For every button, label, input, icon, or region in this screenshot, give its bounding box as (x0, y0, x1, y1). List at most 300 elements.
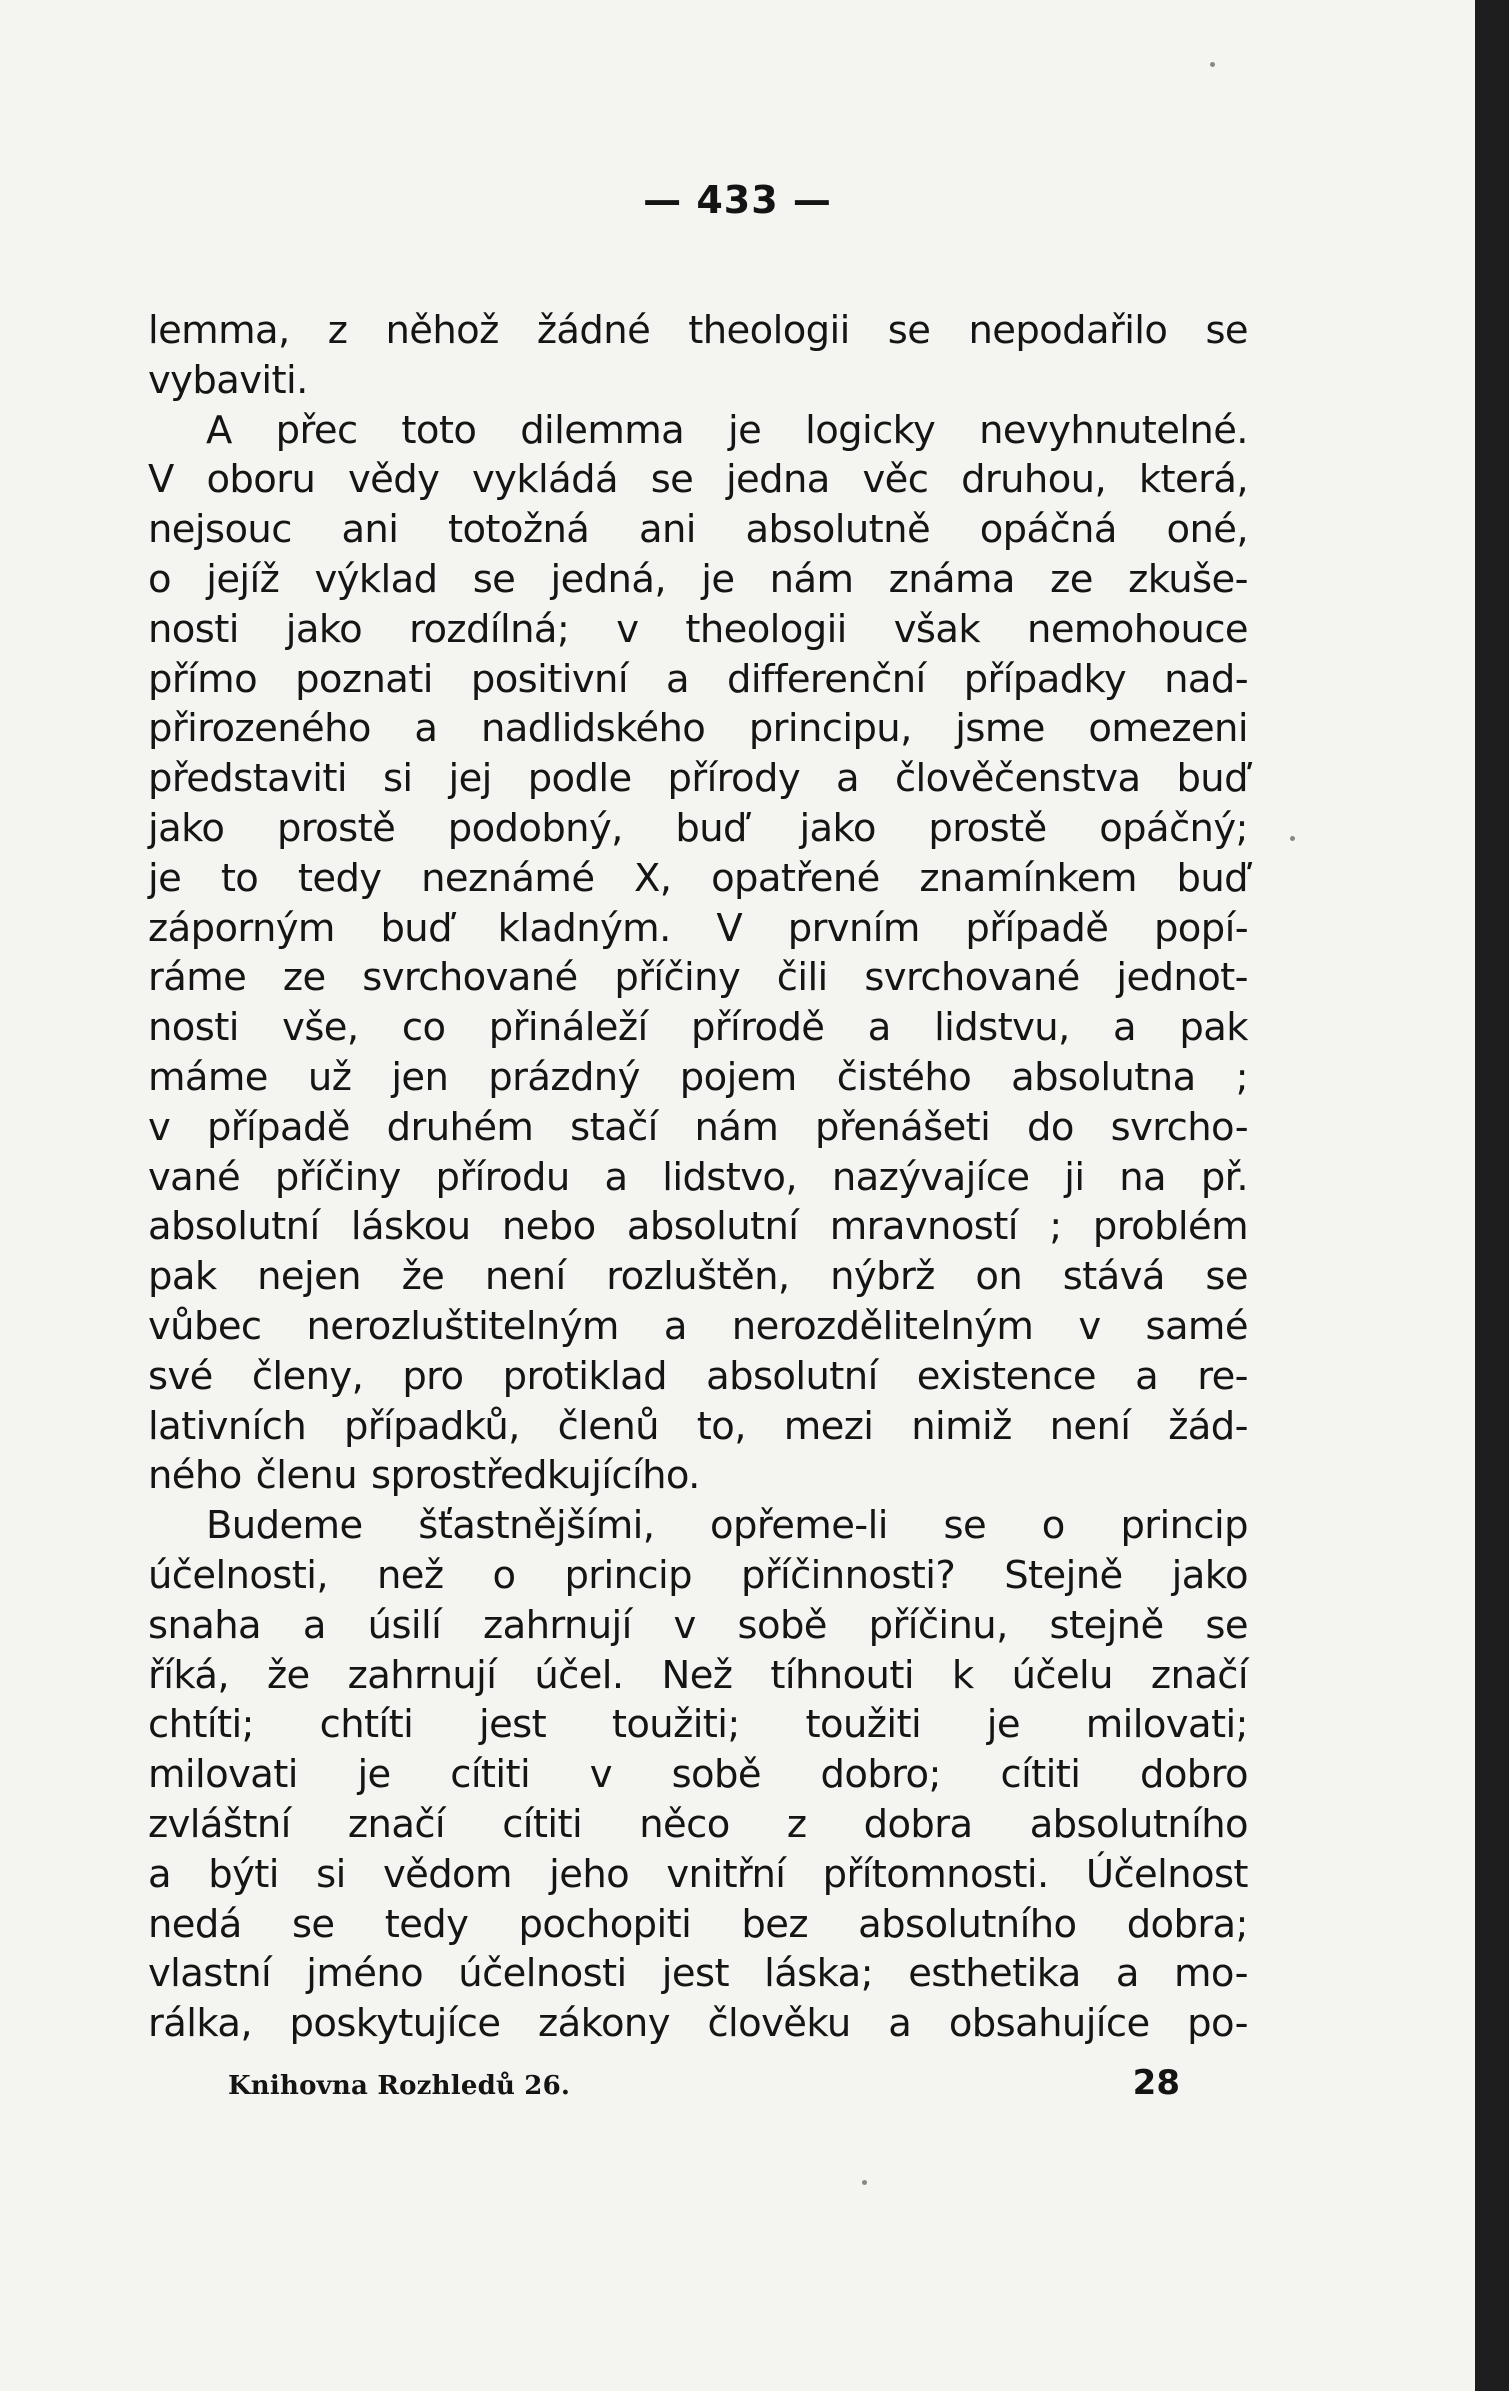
word: vybaviti. (148, 357, 308, 403)
text-line (148, 455, 1248, 505)
word: se (1205, 1602, 1248, 1648)
word: rálka, (148, 2001, 252, 2047)
word: výklad (314, 556, 438, 602)
word: je (148, 855, 182, 901)
word: druhou, (961, 457, 1107, 503)
word: účel. (534, 1652, 624, 1698)
word: poskytujíce (289, 2001, 501, 2047)
word: nám (769, 556, 854, 602)
word: nerozluštitelným (306, 1303, 619, 1349)
text-line (148, 1202, 1248, 1252)
text-line (148, 1999, 1248, 2049)
word: jejíž (206, 556, 280, 602)
word: říká, (148, 1652, 229, 1698)
word: zahrnují (347, 1652, 497, 1698)
word: differenční (726, 656, 926, 702)
word: opatřené (711, 855, 880, 901)
word: mezi (783, 1403, 874, 1449)
word: v (148, 1104, 171, 1150)
word: o (492, 1552, 516, 1598)
word: rozdílná; (409, 606, 570, 652)
word: obsahujíce (948, 2001, 1150, 2047)
word: absolutní (148, 1204, 320, 1250)
word: nimiž (911, 1403, 1012, 1449)
word: podobný, (447, 805, 623, 851)
word: snaha (148, 1602, 262, 1648)
text-line (148, 953, 1248, 1003)
word: vůbec (148, 1303, 262, 1349)
word: dobra; (1126, 1901, 1248, 1947)
word: toto (401, 407, 477, 453)
word: ; (1049, 1204, 1062, 1250)
text-line (148, 306, 1248, 356)
word: podle (527, 756, 632, 802)
word: je (728, 407, 762, 453)
text-line (148, 655, 1248, 705)
word: protiklad (502, 1353, 668, 1399)
word: druhém (386, 1104, 534, 1150)
word: milovati (148, 1752, 298, 1798)
word: A (206, 407, 232, 453)
text-line (148, 406, 1248, 456)
word: př. (1200, 1154, 1248, 1200)
text-line (148, 804, 1248, 854)
word: máme (148, 1054, 268, 1100)
word: k (951, 1652, 974, 1698)
text-line (148, 505, 1248, 555)
word: přec (275, 407, 358, 453)
word: je (986, 1702, 1020, 1748)
word: se (887, 308, 931, 353)
word: ; (1235, 1054, 1248, 1100)
word: cítiti (450, 1752, 531, 1798)
word: ného (148, 1453, 242, 1499)
word: toužiti (805, 1702, 922, 1748)
word: theologii (685, 606, 847, 652)
text-line (148, 1451, 1248, 1501)
word: esthetika (908, 1951, 1081, 1997)
word: nosti (148, 606, 239, 652)
text-line (148, 1153, 1248, 1203)
word: o (1041, 1503, 1065, 1549)
word: V (148, 457, 174, 503)
word: ze (1050, 556, 1093, 602)
word: prostě (928, 805, 1047, 851)
word: pro (402, 1353, 464, 1399)
word: přítomnosti. (822, 1851, 1049, 1897)
word: a (414, 706, 438, 752)
text-line (148, 704, 1248, 754)
text-line (148, 555, 1248, 605)
word: z (786, 1801, 807, 1847)
text-line (148, 1402, 1248, 1452)
word: šťastnějšími, (418, 1503, 655, 1549)
word: jsme (955, 706, 1045, 752)
text-line (148, 356, 1248, 406)
word: chtíti; (148, 1702, 254, 1748)
word: re- (1197, 1353, 1248, 1399)
word: vykládá (471, 457, 618, 503)
word: jméno (306, 1951, 424, 1997)
word: zákony (538, 2001, 670, 2047)
word: případě (965, 905, 1109, 951)
word: příčiny (274, 1154, 401, 1200)
word: popí- (1153, 905, 1248, 951)
word: opáčná (979, 507, 1117, 553)
word: tedy (297, 855, 382, 901)
word: však (893, 606, 981, 652)
word: účelu (1011, 1652, 1113, 1698)
paper-speck (862, 2180, 867, 2185)
word: a (1115, 1951, 1139, 1997)
word: to, (696, 1403, 746, 1449)
word: sobě (737, 1602, 827, 1648)
word: svrcho- (1110, 1104, 1248, 1150)
word: jako (1171, 1552, 1248, 1598)
word: cítiti (502, 1801, 583, 1847)
word: mo- (1174, 1951, 1248, 1997)
word: milovati; (1085, 1702, 1248, 1748)
text-line (148, 1352, 1248, 1402)
text-line (148, 904, 1248, 954)
word: poznati (295, 656, 433, 702)
word: dobro; (820, 1752, 941, 1798)
word: vše, (282, 1005, 359, 1051)
word: na (1119, 1154, 1167, 1200)
text-line (148, 1800, 1248, 1850)
text-line (148, 1551, 1248, 1601)
word: a (148, 1851, 171, 1897)
footer-signature: Knihovna Rozhledů 26. (228, 2071, 571, 2101)
word: lemma, (148, 308, 290, 353)
word: neznámé (421, 855, 595, 901)
word: samé (1145, 1303, 1248, 1349)
word: žád- (1168, 1403, 1248, 1449)
body-text (148, 306, 1248, 2049)
word: přírody (667, 756, 801, 802)
word: nám (694, 1104, 779, 1150)
word: nadlidského (480, 706, 706, 752)
word: příčinnosti? (740, 1552, 956, 1598)
word: přenášeti (815, 1104, 991, 1150)
word: není (484, 1254, 566, 1300)
word: představiti (148, 756, 347, 802)
word: si (382, 756, 413, 802)
word: příčiny (614, 955, 741, 1001)
word: kladným. (497, 905, 671, 951)
text-line (148, 1900, 1248, 1950)
word: vlastní (148, 1951, 272, 1997)
word: nad- (1164, 656, 1248, 702)
word: pojem (679, 1054, 797, 1100)
word: ani (638, 507, 696, 553)
word: nejsouc (148, 507, 292, 553)
word: jest (661, 1951, 729, 1997)
word: známa (888, 556, 1015, 602)
word: opáčný; (1099, 805, 1248, 851)
word: absolutní (626, 1204, 799, 1250)
word: co (401, 1005, 446, 1051)
word: a (604, 1154, 628, 1200)
word: své (148, 1353, 213, 1399)
word: positivní (470, 656, 628, 702)
word: existence (916, 1353, 1096, 1399)
text-line (148, 754, 1248, 804)
word: nebo (501, 1204, 596, 1250)
word: nevyhnutelné. (979, 407, 1248, 453)
word: lidstvu, (934, 1005, 1070, 1051)
word: svrchované (864, 955, 1080, 1001)
word: stává (1062, 1254, 1165, 1300)
word: členy, (251, 1353, 364, 1399)
word: opřeme-li (710, 1503, 888, 1549)
word: čili (776, 955, 828, 1001)
word: pak (148, 1254, 217, 1300)
word: zkuše- (1128, 556, 1248, 602)
word: než (377, 1552, 444, 1598)
word: se (943, 1503, 987, 1549)
word: případě (206, 1104, 350, 1150)
word: žádné (536, 308, 651, 353)
word: přírodu (435, 1154, 570, 1200)
word: absolutního (858, 1901, 1077, 1947)
word: prostě (276, 805, 396, 851)
word: vané (148, 1154, 241, 1200)
word: zvláštní (148, 1801, 291, 1847)
word: člověku (707, 2001, 851, 2047)
footer-sheet-number: 28 (1132, 2063, 1180, 2103)
word: nýbrž (830, 1254, 935, 1300)
word: v (673, 1602, 696, 1648)
word: princip (1120, 1503, 1248, 1549)
word: v (616, 606, 639, 652)
word: a (663, 1303, 687, 1349)
word: členů (557, 1403, 659, 1449)
word: láska; (764, 1951, 874, 1997)
word: po- (1187, 2001, 1248, 2047)
word: a (1113, 1005, 1137, 1051)
word: v (589, 1752, 612, 1798)
word: toužiti; (611, 1702, 740, 1748)
word: prázdný (488, 1054, 640, 1100)
word: Stejně (1004, 1552, 1123, 1598)
text-line (148, 1700, 1248, 1750)
word: pak (1179, 1005, 1248, 1051)
word: v (1078, 1303, 1101, 1349)
word: si (316, 1851, 346, 1897)
word: ráme (148, 955, 247, 1001)
word: buď (1176, 756, 1248, 802)
word: něco (639, 1801, 730, 1847)
text-line (148, 1252, 1248, 1302)
word: theologii (688, 308, 850, 353)
word: členu (255, 1453, 358, 1499)
word: záporným (148, 905, 335, 951)
word: jeho (549, 1851, 630, 1897)
word: V (716, 905, 743, 951)
word: nazývajíce (831, 1154, 1030, 1200)
word: a (836, 756, 860, 802)
word: láskou (350, 1204, 471, 1250)
word: značí (347, 1801, 445, 1847)
word: jako (148, 805, 225, 851)
word: jedná, (550, 556, 666, 602)
word: a (302, 1602, 326, 1648)
text-line (148, 1501, 1248, 1551)
word: principu, (748, 706, 912, 752)
word: stejně (1049, 1602, 1164, 1648)
word: lativních (148, 1403, 307, 1449)
word: to (220, 855, 259, 901)
word: prvním (787, 905, 920, 951)
word: a (867, 1005, 891, 1051)
word: věc (862, 457, 929, 503)
word: buď (380, 905, 452, 951)
word: chtíti (319, 1702, 414, 1748)
word: rozluštěn, (606, 1254, 790, 1300)
text-line (148, 1850, 1248, 1900)
scan-border (1475, 0, 1509, 2391)
word: absolutně (745, 507, 931, 553)
word: ji (1064, 1154, 1085, 1200)
paper-speck (1290, 836, 1295, 841)
word: a (665, 656, 689, 702)
word: znamínkem (919, 855, 1137, 901)
text-line (148, 1949, 1248, 1999)
word: tíhnouti (770, 1652, 914, 1698)
word: je (701, 556, 735, 602)
word: příčinu, (868, 1602, 1008, 1648)
word: o (148, 556, 171, 602)
word: která, (1138, 457, 1248, 503)
word: přináleží (488, 1005, 648, 1051)
word: on (975, 1254, 1023, 1300)
word: absolutní (706, 1353, 878, 1399)
word: X, (634, 855, 672, 901)
word: úsilí (367, 1602, 442, 1648)
word: něhož (385, 308, 499, 353)
text-line (148, 1750, 1248, 1800)
word: Než (661, 1652, 733, 1698)
word: přírodě (690, 1005, 825, 1051)
word: už (307, 1054, 352, 1100)
word: z (327, 308, 348, 353)
word: že (401, 1254, 445, 1300)
text-line (148, 854, 1248, 904)
word: Účelnost (1085, 1851, 1248, 1897)
word: mravností (829, 1204, 1018, 1250)
word: je (357, 1752, 391, 1798)
word: člověčenstva (894, 756, 1141, 802)
text-line (148, 1053, 1248, 1103)
word: lidstvo, (662, 1154, 798, 1200)
word: že (266, 1652, 310, 1698)
word: buď (675, 805, 747, 851)
word: se (1205, 308, 1248, 353)
word: oboru (206, 457, 316, 503)
word: jako (285, 606, 363, 652)
word: absolutního (1029, 1801, 1248, 1847)
word: vnitřní (666, 1851, 786, 1897)
word: případky (963, 656, 1127, 702)
word: účelnosti (458, 1951, 627, 1997)
word: svrchované (362, 955, 578, 1001)
word: se (472, 556, 516, 602)
word: a (888, 2001, 912, 2047)
page-number: — 433 — (643, 178, 832, 222)
word: případků, (343, 1403, 520, 1449)
word: zahrnují (483, 1602, 632, 1648)
word: přímo (148, 656, 258, 702)
word: Budeme (206, 1503, 363, 1549)
word: princip (564, 1552, 692, 1598)
word: přirozeného (148, 706, 371, 752)
word: absolutna (1011, 1054, 1196, 1100)
word: cítiti (1000, 1752, 1081, 1798)
word: sprostředkujícího. (371, 1453, 700, 1499)
word: nepodařilo (968, 308, 1168, 353)
word: jedna (725, 457, 830, 503)
word: značí (1150, 1652, 1248, 1698)
word: jako (799, 805, 876, 851)
word: sobě (671, 1752, 761, 1798)
word: omezeni (1088, 706, 1248, 752)
word: účelnosti, (148, 1552, 328, 1598)
word: není (1049, 1403, 1131, 1449)
word: ani (341, 507, 399, 553)
word: dobra (863, 1801, 973, 1847)
text-line (148, 1103, 1248, 1153)
word: a (1135, 1353, 1159, 1399)
word: nerozdělitelným (731, 1303, 1034, 1349)
paper-speck (1210, 62, 1215, 67)
text-line (148, 1601, 1248, 1651)
word: jest (478, 1702, 547, 1748)
word: dobro (1139, 1752, 1248, 1798)
text-line (148, 1651, 1248, 1701)
word: oné, (1166, 507, 1248, 553)
word: buď (1176, 855, 1248, 901)
word: problém (1092, 1204, 1248, 1250)
word: nejen (257, 1254, 361, 1300)
word: jen (391, 1054, 449, 1100)
text-line (148, 1302, 1248, 1352)
word: jej (448, 756, 492, 802)
text-line (148, 605, 1248, 655)
word: čistého (836, 1054, 972, 1100)
word: do (1027, 1104, 1074, 1150)
word: se (1205, 1254, 1248, 1300)
text-line (148, 1003, 1248, 1053)
word: nosti (148, 1005, 239, 1051)
word: totožná (447, 507, 590, 553)
word: logicky (805, 407, 936, 453)
word: vědy (347, 457, 440, 503)
word: stačí (570, 1104, 658, 1150)
word: se (291, 1901, 335, 1947)
word: jednot- (1116, 955, 1248, 1001)
word: tedy (384, 1901, 469, 1947)
word: pochopiti (518, 1901, 692, 1947)
word: dilemma (520, 407, 685, 453)
word: bez (741, 1901, 808, 1947)
word: se (650, 457, 694, 503)
word: nedá (148, 1901, 242, 1947)
word: býti (208, 1851, 279, 1897)
word: ze (282, 955, 326, 1001)
word: nemohouce (1027, 606, 1248, 652)
word: vědom (382, 1851, 512, 1897)
